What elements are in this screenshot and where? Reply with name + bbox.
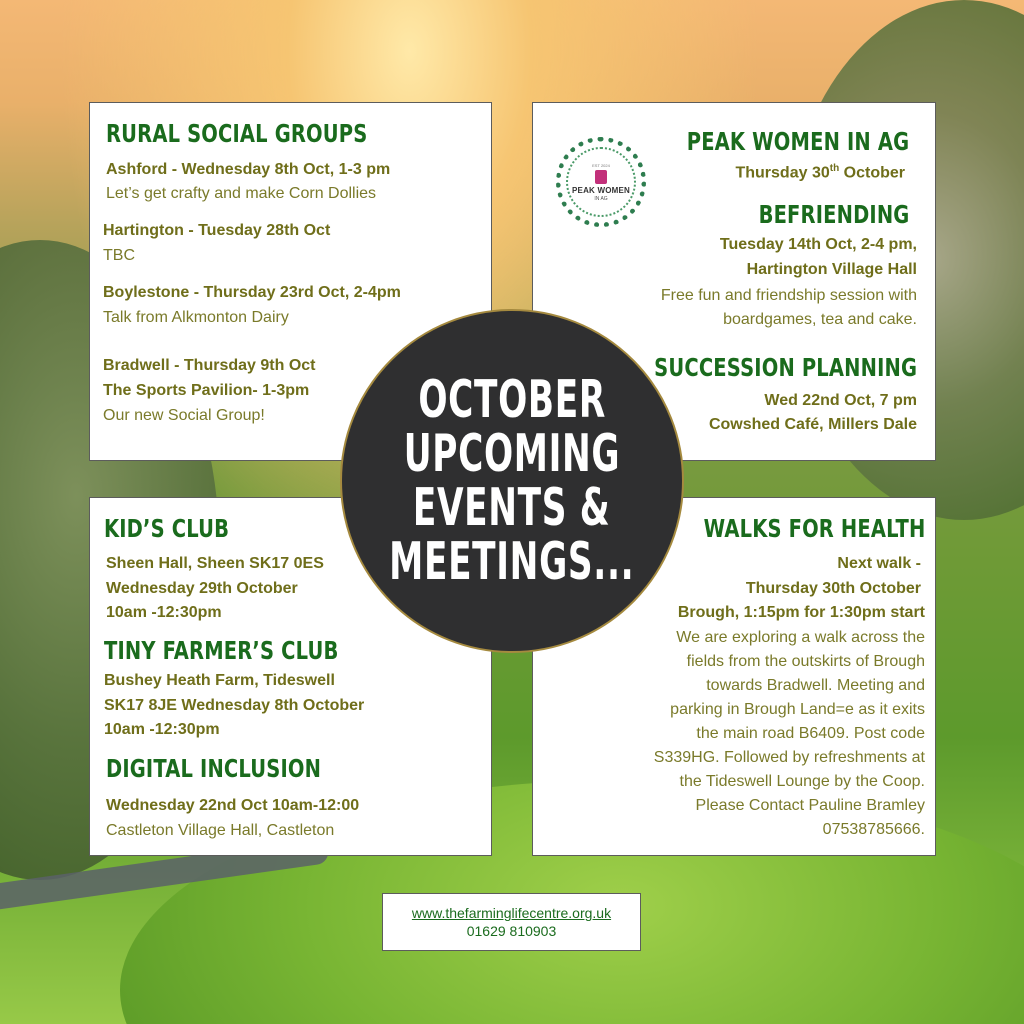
peak-women-logo <box>556 137 646 227</box>
befriending-desc-line2: boardgames, tea and cake. <box>723 311 917 328</box>
befriending-place: Hartington Village Hall <box>746 261 917 278</box>
logo-est-text: EST 2024 <box>592 162 610 168</box>
digital-time: Wednesday 22nd Oct 10am-12:00 <box>106 797 360 814</box>
boot-icon <box>595 170 607 184</box>
walks-desc-line: towards Bradwell. Meeting and <box>706 677 925 694</box>
kids-line1: Sheen Hall, Sheen SK17 0ES <box>106 555 324 572</box>
rural-group-bradwell-venue: The Sports Pavilion- 1-3pm <box>103 382 310 399</box>
kids-line2: Wednesday 29th October <box>106 580 298 597</box>
phone-number: 01629 810903 <box>466 923 557 939</box>
logo-subtext: IN AG <box>594 195 608 202</box>
digital-inclusion-heading: DIGITAL INCLUSION <box>106 754 322 783</box>
walks-next: Next walk - <box>837 555 921 572</box>
walks-desc-line: the main road B6409. Post code <box>696 725 925 742</box>
website-link[interactable]: www.thefarminglifecentre.org.uk <box>411 905 612 921</box>
walks-desc-line: Please Contact Pauline Bramley <box>695 797 925 814</box>
rural-group-hartington-detail: TBC <box>103 247 135 264</box>
rural-group-hartington-title: Hartington - Tuesday 28th Oct <box>103 222 331 239</box>
rural-group-ashford-detail: Let’s get crafty and make Corn Dollies <box>106 185 377 202</box>
walks-desc-line: parking in Brough Land=e as it exits <box>670 701 925 718</box>
befriending-heading: BEFRIENDING <box>758 200 909 229</box>
walks-desc-line: fields from the outskirts of Brough <box>686 653 925 670</box>
tiny-line1: Bushey Heath Farm, Tideswell <box>104 672 335 689</box>
contact-box <box>382 893 641 951</box>
walks-place: Brough, 1:15pm for 1:30pm start <box>677 604 925 621</box>
succession-heading: SUCCESSION PLANNING <box>654 353 917 382</box>
rural-group-bradwell-title: Bradwell - Thursday 9th Oct <box>103 357 316 374</box>
walks-desc-line: the Tideswell Lounge by the Coop. <box>679 773 925 790</box>
rural-heading: RURAL SOCIAL GROUPS <box>106 119 368 148</box>
center-title-line: UPCOMING <box>403 424 621 484</box>
walks-desc-line: We are exploring a walk across the <box>676 629 925 646</box>
logo-text: PEAK WOMEN <box>572 185 630 195</box>
befriending-desc-line1: Free fun and friendship session with <box>660 287 917 304</box>
tiny-line2: SK17 8JE Wednesday 8th October <box>104 697 365 714</box>
befriending-time: Tuesday 14th Oct, 2-4 pm, <box>719 236 917 253</box>
center-title-line: OCTOBER <box>418 370 606 430</box>
center-title-line: MEETINGS... <box>389 532 635 592</box>
kids-line3: 10am -12:30pm <box>106 604 222 621</box>
center-title-line: EVENTS & <box>413 478 611 538</box>
rural-group-boylestone-detail: Talk from Alkmonton Dairy <box>103 309 289 326</box>
succession-time: Wed 22nd Oct, 7 pm <box>764 392 917 409</box>
tiny-farmers-heading: TINY FARMER’S CLUB <box>104 636 339 665</box>
walks-date: Thursday 30th October <box>745 580 921 597</box>
walks-desc-line: S339HG. Followed by refreshments at <box>653 749 925 766</box>
rural-group-boylestone-title: Boylestone - Thursday 23rd Oct, 2-4pm <box>103 284 401 301</box>
walks-heading: WALKS FOR HEALTH <box>703 514 925 543</box>
digital-place: Castleton Village Hall, Castleton <box>106 822 335 839</box>
logo-wreath-icon <box>566 147 636 217</box>
succession-place: Cowshed Café, Millers Dale <box>708 416 917 433</box>
kids-heading: KID’S CLUB <box>104 514 230 543</box>
rural-group-ashford-title: Ashford - Wednesday 8th Oct, 1-3 pm <box>106 161 391 178</box>
peak-heading: PEAK WOMEN IN AG <box>686 127 909 156</box>
walks-desc-line: 07538785666. <box>822 821 925 838</box>
center-title-circle <box>340 309 684 653</box>
tiny-line3: 10am -12:30pm <box>104 721 220 738</box>
peak-date: Thursday 30th October <box>735 163 905 182</box>
rural-group-bradwell-detail: Our new Social Group! <box>103 407 265 424</box>
